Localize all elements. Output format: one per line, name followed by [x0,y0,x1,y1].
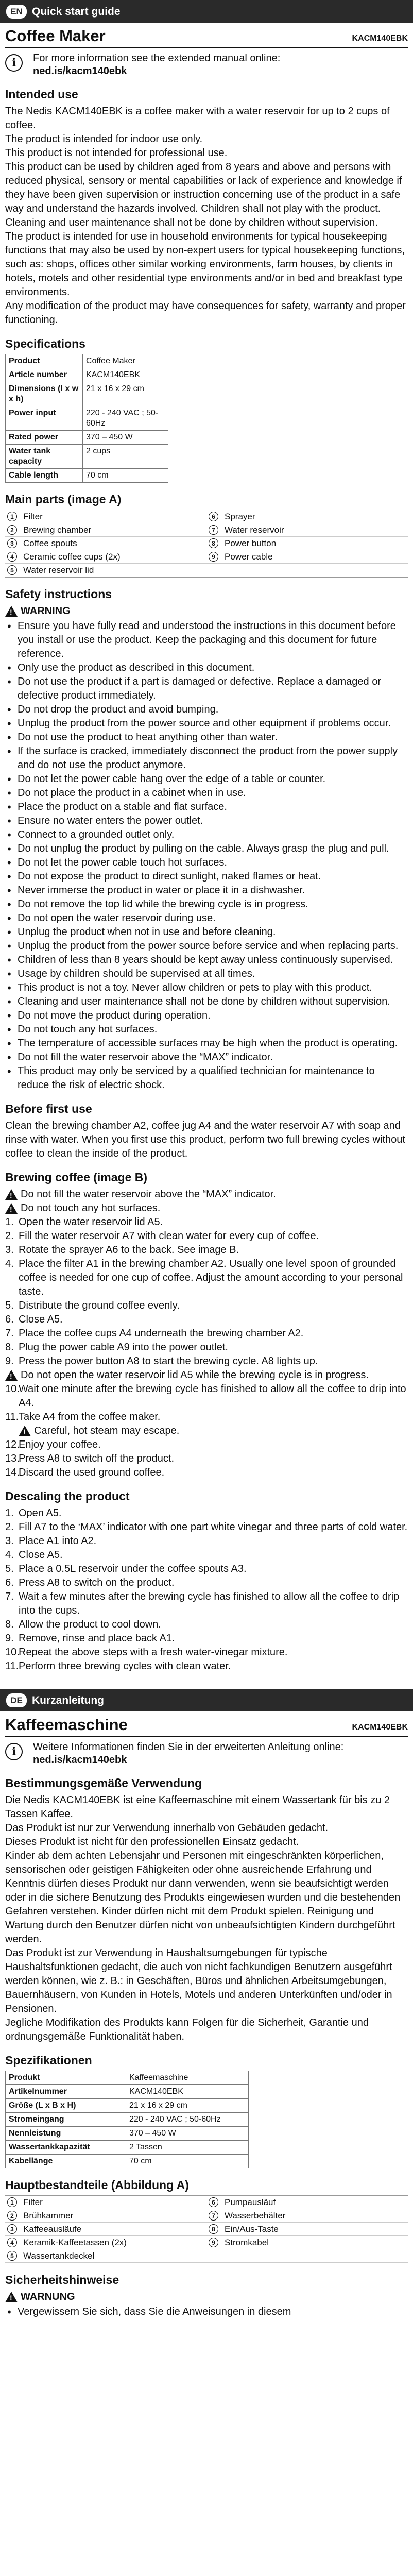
list-item [5,1327,408,1341]
spec-key: Produkt [6,2071,126,2085]
step-number: 2. [5,1521,14,1533]
table-row [6,431,168,445]
list-item: • This product may only be serviced by a qualified technician for maintenance to reduce the risk of electric shock. [5,1064,408,1092]
list-item: • Connect to a grounded outlet only. [5,828,408,842]
list-item [5,1452,408,1466]
part-label: Water reservoir lid [23,565,94,575]
list-item [5,1438,408,1452]
list-item [5,1548,408,1562]
step-text: Fill A7 to the ‘MAX’ indicator with one part white vinegar and three parts of cold water. [19,1521,408,1533]
part-label: Ceramic coffee cups (2x) [23,552,121,562]
brewing-steps [5,1215,408,1368]
section-de [0,1689,413,2319]
warning-label: WARNUNG [21,2291,75,2302]
step-number: 5. [5,1563,14,1574]
info-description: Weitere Informationen finden Sie in der erweiterten Anleitung online: [33,1741,344,1753]
section-bar-de [0,1689,413,1711]
info-icon: i [5,54,23,72]
intended-para: Das Produkt ist zur Verwendung in Haushaltsumgebungen für typische Haushaltsfunktionen gedacht, die auch von nicht fachkundigen Benutzern ausgeführt werden können, wie z. B.: in Geschäften, Büros und ähnlichen Arbeitsumgebungen, Bauernhäusern, von Kunden in Hotels, Motels und anderen Unterkünften und/oder in Pensionen. [5,1947,392,2014]
step-number: 8. [5,1619,14,1630]
part-label: Brewing chamber [23,525,92,535]
table-row [6,469,168,483]
title-row [5,1711,408,1737]
intended-use-heading: Bestimmungsgemäße Verwendung [5,1776,202,1790]
list-item [5,1534,408,1548]
list-item [5,1562,408,1576]
part-number-badge: 6 [209,2197,218,2207]
spec-value: KACM140EBK [126,2085,249,2099]
brew-note [5,1424,408,1438]
intended-para: Jegliche Modifikation des Produkts kann Folgen für die Sicherheit, Garantie und ordnungsgemäße Funktionalität haben. [5,2017,369,2042]
step-text: Close A5. [19,1314,63,1325]
list-item: • Do not use the product to heat anything other than water. [5,731,408,744]
table-row [6,2085,249,2099]
step-text: Discard the used ground coffee. [19,1467,165,1478]
list-item: • Ensure you have fully read and understood the instructions in this document before you install or use the product. Keep the packaging and this document for future reference. [5,619,408,661]
info-text [33,52,280,78]
step-number: 1. [5,1216,14,1228]
spec-value: 2 Tassen [126,2141,249,2155]
table-row [6,354,168,368]
brewing-steps-continued [5,1382,408,1424]
warning-icon [5,1370,18,1381]
step-number: 7. [5,1328,14,1339]
list-item: • Do not use the product if a part is damaged or defective. Replace a damaged or defective product immediately. [5,675,408,703]
list-item [5,550,206,564]
spec-value: 70 cm [83,469,168,483]
content-de [0,1711,413,2319]
intended-use-body [5,1793,408,2044]
list-item: • The temperature of accessible surfaces may be high when the product is operating. [5,1037,408,1050]
spec-value: 370 – 450 W [126,2127,249,2141]
safety-list [5,2305,408,2319]
spec-key: Product [6,354,83,368]
step-text: Place A1 into A2. [19,1535,97,1547]
part-label: Kaffeeausläufe [23,2224,82,2234]
part-number-badge: 2 [7,525,17,535]
step-number: 10. [5,1383,20,1395]
step-number: 11. [5,1411,19,1422]
list-item-empty [206,2249,408,2263]
list-item: • Do not drop the product and avoid bumping. [5,703,408,717]
warning-icon [5,606,18,617]
part-number-badge: 7 [209,2211,218,2221]
descaling-heading: Descaling the product [5,1489,130,1503]
table-row [6,382,168,406]
list-item [206,537,408,550]
spec-value: 220 - 240 VAC ; 50-60Hz [83,406,168,431]
table-row [6,2155,249,2168]
table-row [6,2141,249,2155]
list-item [5,1590,408,1618]
step-number: 4. [5,1258,14,1269]
list-item [5,537,206,550]
list-item: • Only use the product as described in this document. [5,661,408,675]
part-number-badge: 8 [209,538,218,548]
warning-icon [5,1189,18,1200]
list-item [5,1243,408,1257]
info-icon: i [5,1743,23,1760]
list-item [5,1506,408,1520]
list-item [5,1659,408,1673]
step-text: Enjoy your coffee. [19,1439,101,1450]
part-number-badge: 3 [7,538,17,548]
info-row [5,52,408,78]
spec-value: 70 cm [126,2155,249,2168]
list-item: • Unplug the product from the power source and other equipment if problems occur. [5,717,408,731]
intended-para: Das Produkt ist nur zur Verwendung innerhalb von Gebäuden gedacht. [5,1822,329,1834]
step-text: Distribute the ground coffee evenly. [19,1300,180,1311]
spec-value: 2 cups [83,445,168,469]
list-item [206,2196,408,2209]
step-text: Repeat the above steps with a fresh water-vinegar mixture. [19,1647,288,1658]
list-item [206,510,408,523]
info-row [5,1741,408,1767]
page-title: Coffee Maker [5,27,106,45]
list-item [5,2209,206,2223]
spec-value: Coffee Maker [83,354,168,368]
table-row [6,406,168,431]
part-label: Sprayer [225,512,255,521]
language-badge: EN [6,5,27,19]
part-number-badge: 4 [7,552,17,562]
spec-value: 370 – 450 W [83,431,168,445]
list-item [5,1466,408,1480]
list-item [5,2249,206,2263]
part-label: Keramik-Kaffeetassen (2x) [23,2238,127,2247]
spec-key: Cable length [6,469,83,483]
list-item [5,1215,408,1229]
table-row [6,2127,249,2141]
list-item: • Place the product on a stable and flat surface. [5,800,408,814]
title-row [5,23,408,48]
specifications-heading: Specifications [5,337,85,350]
list-item: • Do not let the power cable touch hot surfaces. [5,856,408,870]
list-item: • Do not open the water reservoir during use. [5,911,408,925]
part-number-badge: 8 [209,2224,218,2234]
list-item: • If the surface is cracked, immediately disconnect the product from the power supply and do not use the product anymore. [5,744,408,772]
info-description: For more information see the extended manual online: [33,53,281,64]
list-item [5,2236,206,2249]
list-item [5,1229,408,1243]
step-text: Place the filter A1 in the brewing chamber A2. Usually one level spoon of grounded coffee is needed for one cup of coffee. Adjust the amount according to your personal taste. [19,1258,403,1297]
section-bar-title: Kurzanleitung [32,1694,104,1706]
list-item [5,1382,408,1410]
step-text: Allow the product to cool down. [19,1619,161,1630]
part-number-badge: 5 [7,565,17,575]
list-item: • Do not expose the product to direct sunlight, naked flames or heat. [5,870,408,884]
info-text [33,1741,343,1767]
step-text: Close A5. [19,1549,63,1561]
list-item-empty [206,564,408,577]
table-row [6,2099,249,2113]
part-label: Filter [23,2197,43,2207]
safety-heading: Sicherheitshinweise [5,2273,119,2286]
list-item [5,1520,408,1534]
part-number-badge: 1 [7,2197,17,2207]
part-number-badge: 1 [7,512,17,521]
list-item: • Do not place the product in a cabinet when in use. [5,786,408,800]
intended-para: This product is not intended for professional use. [5,147,228,159]
list-item [206,523,408,537]
step-number: 5. [5,1300,14,1311]
note-text: Do not touch any hot surfaces. [21,1202,161,1214]
part-label: Brühkammer [23,2211,74,2221]
warning-icon [5,2292,18,2302]
part-label: Power cable [225,552,273,562]
step-text: Plug the power cable A9 into the power outlet. [19,1342,228,1353]
list-item: • Usage by children should be supervised at all times. [5,967,408,981]
list-item: • Do not fill the water reservoir above the “MAX” indicator. [5,1050,408,1064]
intended-para: The product is intended for indoor use only. [5,133,203,145]
main-parts-list [5,2195,408,2263]
section-bar-en [0,0,413,23]
part-number-badge: 6 [209,512,218,521]
intended-para: This product can be used by children aged from 8 years and above and persons with reduced physical, sensory or mental capabilities or lack of experience and knowledge if they have been given supervision or instruction concerning use of the product in a safe way and understand the hazards involved. Children shall not play with the product. Cleaning and user maintenance shall not be done by children without supervision. [5,161,402,228]
list-item: • Do not touch any hot surfaces. [5,1023,408,1037]
step-number: 6. [5,1314,14,1325]
step-text: Open the water reservoir lid A5. [19,1216,163,1228]
list-item [5,1618,408,1632]
safety-heading: Safety instructions [5,587,112,601]
step-number: 4. [5,1549,14,1561]
step-text: Wait one minute after the brewing cycle has finished to allow all the coffee to drip into A4. [19,1383,406,1409]
spec-key: Dimensions (l x w x h) [6,382,83,406]
step-number: 9. [5,1633,14,1644]
step-number: 12. [5,1439,20,1450]
intended-para: Kinder ab dem achten Lebensjahr und Personen mit eingeschränkten körperlichen, sensorischen oder geistigen Fähigkeiten oder ohne ausreichende Erfahrung und Kenntnis dürfen dieses Produkt nur dann verwenden, wenn sie beaufsichtigt werden oder in die sichere Benutzung des Produkts eingewiesen wurden und die bestehenden Gefahren verstehen. Kinder dürfen nicht mit dem Produkt spielen. Reinigung und Wartung durch den Benutzer dürfen nicht von unbeaufsichtigten Kindern durchgeführt werden. [5,1850,401,1945]
article-code: KACM140EBK [352,1723,408,1732]
part-label: Ein/Aus-Taste [225,2224,279,2234]
step-number: 11. [5,1660,19,1672]
table-row [6,368,168,382]
before-first-use-heading: Before first use [5,1102,92,1115]
list-item [5,1313,408,1327]
spec-key: Nennleistung [6,2127,126,2141]
spec-key: Water tank capacity [6,445,83,469]
list-item [5,1646,408,1659]
step-text: Perform three brewing cycles with clean water. [19,1660,231,1672]
list-item: • Cleaning and user maintenance shall not be done by children without supervision. [5,995,408,1009]
part-number-badge: 7 [209,525,218,535]
step-number: 1. [5,1507,14,1519]
step-text: Press A8 to switch off the product. [19,1453,175,1464]
step-number: 8. [5,1342,14,1353]
list-item [5,523,206,537]
manual-link[interactable]: ned.is/kacm140ebk [33,1754,127,1766]
note-text: Do not open the water reservoir lid A5 while the brewing cycle is in progress. [21,1369,369,1381]
spec-key: Kabellänge [6,2155,126,2168]
part-number-badge: 9 [209,552,218,562]
spec-key: Größe (L x B x H) [6,2099,126,2113]
spec-value: 220 - 240 VAC ; 50-60Hz [126,2113,249,2127]
step-number: 14. [5,1467,20,1478]
spec-key: Stromeingang [6,2113,126,2127]
list-item [5,1632,408,1646]
specifications-heading: Spezifikationen [5,2054,92,2067]
list-item: • Unplug the product when not in use and before cleaning. [5,925,408,939]
brew-note [5,1188,408,1201]
step-text: Press A8 to switch on the product. [19,1577,175,1588]
list-item: • Do not move the product during operation. [5,1009,408,1023]
table-row [6,2071,249,2085]
spec-key: Power input [6,406,83,431]
spec-key: Article number [6,368,83,382]
step-text: Place a 0.5L reservoir under the coffee spouts A3. [19,1563,247,1574]
list-item: • Unplug the product from the power source before service and when replacing parts. [5,939,408,953]
list-item [5,564,206,577]
part-label: Wasserbehälter [225,2211,286,2221]
spec-key: Wassertankkapazität [6,2141,126,2155]
step-text: Take A4 from the coffee maker. [19,1411,161,1422]
part-number-badge: 3 [7,2224,17,2234]
page-title: Kaffeemaschine [5,1716,128,1734]
table-row [6,445,168,469]
list-item [206,2236,408,2249]
step-text: Fill the water reservoir A7 with clean water for every cup of coffee. [19,1230,319,1242]
step-number: 10. [5,1647,20,1658]
intended-para: The Nedis KACM140EBK is a coffee maker with a water reservoir for up to 2 cups of coffee. [5,106,390,131]
step-number: 6. [5,1577,14,1588]
step-text: Remove, rinse and place back A1. [19,1633,175,1644]
specifications-table [5,2071,249,2168]
safety-list [5,619,408,1092]
spec-value: Kaffeemaschine [126,2071,249,2085]
list-item: • Children of less than 8 years should be kept away unless continuously supervised. [5,953,408,967]
brew-note [5,1368,408,1382]
intended-use-heading: Intended use [5,88,78,101]
part-label: Coffee spouts [23,538,77,548]
part-label: Filter [23,512,43,521]
list-item: • Ensure no water enters the power outlet. [5,814,408,828]
list-item [5,1257,408,1299]
list-item [5,1299,408,1313]
list-item [5,510,206,523]
part-label: Power button [225,538,277,548]
content-en [0,23,413,1673]
intended-para: Dieses Produkt ist nicht für den professionellen Einsatz gedacht. [5,1836,299,1848]
step-number: 2. [5,1230,14,1242]
warning-icon [5,1203,18,1214]
note-text: Careful, hot steam may escape. [34,1425,180,1436]
spec-value: KACM140EBK [83,368,168,382]
note-text: Do not fill the water reservoir above the “MAX” indicator. [21,1189,276,1200]
list-item [206,550,408,564]
spec-key: Rated power [6,431,83,445]
before-first-use-text: Clean the brewing chamber A2, coffee jug A4 and the water reservoir A7 with soap and rinse with water. When you first use this product, perform two full brewing cycles without coffee to clean the inside of the product. [5,1120,405,1159]
brewing-steps-final [5,1438,408,1480]
list-item: • Do not let the power cable hang over the edge of a table or counter. [5,772,408,786]
part-label: Pumpausläuf [225,2197,276,2207]
list-item [5,2196,206,2209]
list-item [5,1410,408,1424]
step-text: Wait a few minutes after the brewing cycle has finished to allow all the coffee to drip into the cups. [19,1591,400,1616]
list-item: • Do not unplug the product by pulling on the cable. Always grasp the plug and pull. [5,842,408,856]
main-parts-list [5,510,408,578]
intended-use-body [5,105,408,327]
list-item [206,2223,408,2236]
manual-link[interactable]: ned.is/kacm140ebk [33,65,127,77]
brewing-heading: Brewing coffee (image B) [5,1171,148,1184]
list-item [206,2209,408,2223]
part-number-badge: 5 [7,2251,17,2261]
table-row [6,2113,249,2127]
intended-para: The product is intended for use in household environments for typical housekeeping functions that may also be used by non-expert users for typical housekeeping functions, such as: shops, offices other similar working environments, farm houses, by clients in hotels, motels and other residential type environments and/or in bed and breakfast type environments. [5,231,405,298]
step-number: 9. [5,1355,14,1367]
part-label: Water reservoir [225,525,284,535]
part-label: Wassertankdeckel [23,2251,95,2261]
step-text: Press the power button A8 to start the brewing cycle. A8 lights up. [19,1355,318,1367]
spec-key: Artikelnummer [6,2085,126,2099]
list-item [5,2223,206,2236]
main-parts-heading: Hauptbestandteile (Abbildung A) [5,2178,189,2192]
list-item: • Do not remove the top lid while the brewing cycle is in progress. [5,897,408,911]
language-badge: DE [6,1693,27,1707]
list-item [5,1341,408,1354]
specifications-table [5,354,168,483]
warning-line [5,2290,408,2304]
step-text: Open A5. [19,1507,62,1519]
part-number-badge: 9 [209,2238,218,2247]
step-text: Rotate the sprayer A6 to the back. See image B. [19,1244,239,1256]
step-text: Place the coffee cups A4 underneath the brewing chamber A2. [19,1328,304,1339]
part-label: Stromkabel [225,2238,269,2247]
main-parts-heading: Main parts (image A) [5,493,122,506]
part-number-badge: 2 [7,2211,17,2221]
list-item [5,1576,408,1590]
warning-line [5,604,408,618]
spec-value: 21 x 16 x 29 cm [126,2099,249,2113]
intended-para: Any modification of the product may have consequences for safety, warranty and proper functioning. [5,300,406,326]
intended-para: Die Nedis KACM140EBK ist eine Kaffeemaschine mit einem Wassertank für bis zu 2 Tassen Kaffee. [5,1794,390,1820]
list-item [5,1354,408,1368]
list-item: • Vergewissern Sie sich, dass Sie die Anweisungen in diesem [5,2305,408,2319]
article-code: KACM140EBK [352,34,408,43]
step-number: 13. [5,1453,20,1464]
descaling-steps [5,1506,408,1673]
brew-note [5,1201,408,1215]
list-item: • Never immerse the product in water or place it in a dishwasher. [5,884,408,897]
step-number: 3. [5,1244,14,1256]
warning-label: WARNING [21,605,71,617]
step-number: 7. [5,1591,14,1602]
warning-icon [19,1426,31,1436]
spec-value: 21 x 16 x 29 cm [83,382,168,406]
section-bar-title: Quick start guide [32,5,121,18]
part-number-badge: 4 [7,2238,17,2247]
list-item: • This product is not a toy. Never allow children or pets to play with this product. [5,981,408,995]
step-number: 3. [5,1535,14,1547]
